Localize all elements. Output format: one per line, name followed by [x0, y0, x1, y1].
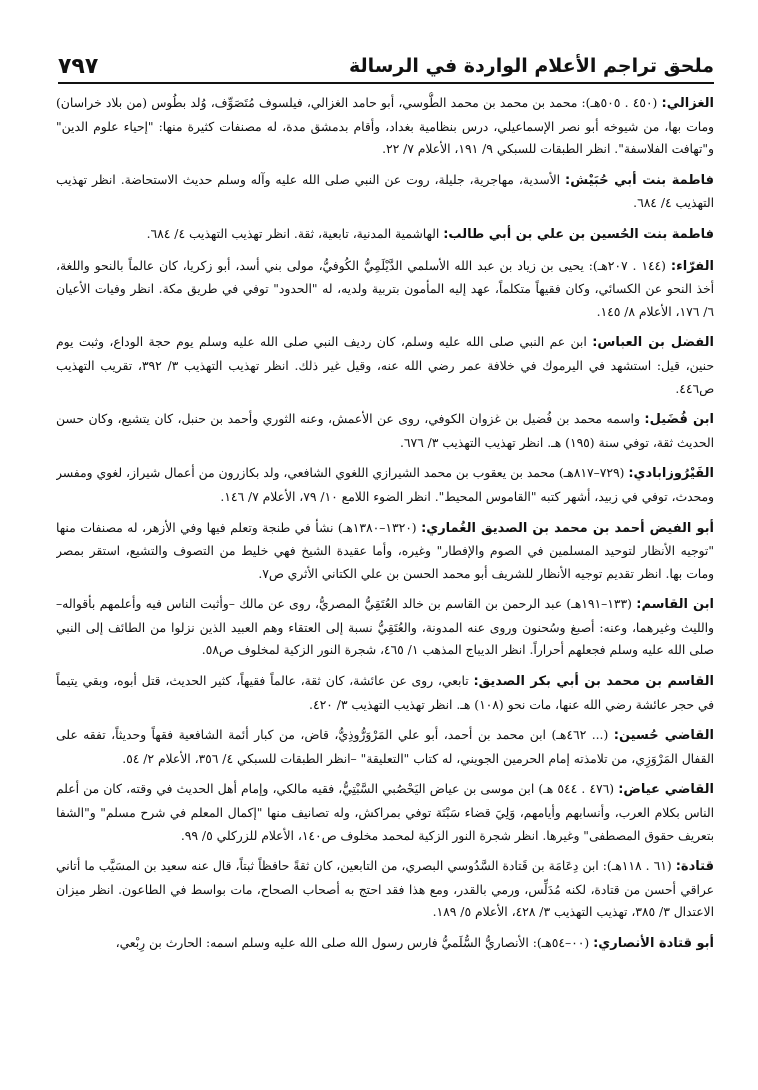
- running-header: [58, 50, 714, 84]
- entry-name: الفَيْرُوزابادي:: [628, 466, 714, 482]
- entry-name: فاطمة بنت الحُسين بن علي بن أبي طالب:: [443, 226, 714, 242]
- entry-name: أبو قتادة الأنصاري:: [593, 936, 714, 951]
- page-number: ٧٩٧: [58, 53, 99, 79]
- biography-entry-ibn-qasim: [56, 593, 714, 662]
- entry-text: (٤٧٦ . ٥٤٤ هـ) ابن موسى بن عياض اليَحْصُبي السَّبْتِيُّ، فقيه مالكي، وإمام أهل الحديث في وقته، كان من أعلم الناس بكلام العرب، وأنسابهم وأيامهم، وَلِيَ قضاء سَبْتَة توفي بمراكش، وله تصانيف منها "إكمال المعلم في شرح مسلم" و"الشفا بتعريف حقوق المصطفى" وغيرها. انظر شجرة النور الزكية لمحمد مخلوف ص١٤٠، الأعلام للزركلي ٥/ ٩٩.: [56, 782, 714, 843]
- entry-name: الفرّاء:: [670, 258, 714, 274]
- entry-text: (٦١ . ١١٨هـ): ابن دِعَامَة بن قَتادة السَّدُوسي البصري، من التابعين، كان ثقةً حافظاً ثبتاً، قال عنه سعيد بن المسَيَّب ما أتاني عراقي أحسن من قتادة، لكنه مُدَلِّس، ورمي بالقدر، ومع هذا فقد احتج به أصحاب الصحاح، مات بواسط في الطاعون. انظر ميزان الاعتدال ٣/ ٣٨٥، تهذيب التهذيب ٣/ ٤٢٨، الأعلام ٥/ ١٨٩.: [56, 859, 714, 920]
- biography-entry-farra: [56, 255, 714, 324]
- entry-name: ابن فُضَيل:: [644, 412, 714, 428]
- biography-entry-abu-qatada: [56, 932, 714, 956]
- biography-entry-ibn-fudayl: [56, 408, 714, 454]
- entry-text: (١٣٢٠–١٣٨٠هـ) نشأ في طنجة وتعلم فيها وفي الأزهر، له مصنفات منها "توجيه الأنظار لتوحيد المسلمين في الصوم والإفطار" وغيره، وأما عقيدة الشيخ فهي خليط من التصوف والتشيع، استقر بمصر ومات بها. انظر تقديم توجيه الأنظار للشريف أبو محمد الحسن بن علي الكتاني الأثري ص٧.: [56, 520, 714, 581]
- entry-text: واسمه محمد بن فُضيل بن غزوان الكوفي، روى عن الأعمش، وعنه الثوري وأحمد بن حنبل، كان يتشيع، وكان حسن الحديث ثقة، توفي سنة (١٩٥) هـ. انظر تهذيب التهذيب ٣/ ٦٧٦.: [56, 412, 714, 450]
- entry-text: الهاشمية المدنية، تابعية، ثقة. انظر تهذيب التهذيب ٤/ ٦٨٤.: [146, 226, 444, 241]
- entry-name: القاضي حُسين:: [613, 728, 714, 744]
- biography-entry-ghazali: [56, 92, 714, 161]
- entry-name: أبو الفيض أحمد بن محمد بن الصديق الغُماري:: [421, 520, 714, 536]
- header-title: ملحق تراجم الأعلام الواردة في الرسالة: [348, 55, 714, 77]
- biography-entry-fatima-husayn: [56, 223, 714, 247]
- biography-entry-qadi-husayn: [56, 724, 714, 770]
- entry-text: (٤٥٠ . ٥٠٥هـ): محمد بن محمد بن محمد الطُّوسي، أبو حامد الغزالي، فيلسوف مُتَصَوِّف، وُلد بطُوس (من بلاد خراسان) ومات بها، من شيوخه أبو نصر الإسماعيلي، درس بنظامية بغداد، وأقام بدمشق مدة، له مصنفات كثيرة منها: "إحياء علوم الدين" و"تهافت الفلاسفة". انظر الطبقات للسبكي ٩/ ١٩١، الأعلام ٧/ ٢٢.: [56, 96, 714, 157]
- biography-list: [56, 92, 714, 1082]
- biography-entry-qadi-iyad: [56, 778, 714, 847]
- biography-entry-fadl-abbas: [56, 331, 714, 400]
- biography-entry-qasim-muhammad: [56, 670, 714, 716]
- entry-name: الفضل بن العباس:: [592, 335, 714, 351]
- biography-entry-fayruzabadi: [56, 462, 714, 508]
- entry-name: القاسم بن محمد بن أبي بكر الصديق:: [473, 674, 714, 690]
- entry-name: القاضي عياض:: [618, 782, 714, 798]
- biography-entry-fatima-hubaysh: [56, 169, 714, 215]
- entry-name: الغزالي:: [661, 96, 714, 111]
- entry-text: (٧٢٩–٨١٧هـ) محمد بن يعقوب بن محمد الشيرازي اللغوي الشافعي، ولد بكازرون من أعمال شيراز، لغوي ومفسر ومحدث، توفي في زبيد، أشهر كتبه "القاموس المحيط". انظر الضوء اللامع ١٠/ ٧٩، الأعلام ٧/ ١٤٦.: [56, 466, 714, 504]
- entry-name: فاطمة بنت أبي حُبَيْش:: [565, 172, 714, 188]
- entry-name: قتادة:: [675, 859, 714, 875]
- entry-text: ابن عم النبي صلى الله عليه وسلم، كان رديف النبي صلى الله عليه وسلم يوم حجة الوداع، وثبت يوم حنين، قيل: استشهد في اليرموك في خلافة عمر رضي الله عنه، وقيل غير ذلك. انظر تهذيب التهذيب ٣/ ٣٩٢، تقريب التهذيب ص٤٤٦.: [56, 335, 714, 396]
- biography-entry-qatada: [56, 855, 714, 924]
- entry-text: (١٤٤ . ٢٠٧هـ): يحيى بن زياد بن عبد الله الأسلمي الدَّيْلَمِيُّ الكُوفيُّ، مولى بني أسد، أبو زكريا، كان عالماً بالنحو واللغة، أخذ النحو عن الكسائي، وكان فقيهاً متكلماً، عهد إليه المأمون بتربية ولديه، له "الحدود" توفي في طريق مكة. انظر وفيات الأعيان ٦/ ١٧٦، الأعلام ٨/ ١٤٥.: [56, 258, 714, 319]
- entry-text: تابعي، روى عن عائشة، كان ثقة، عالماً فقيهاً، كثير الحديث، قتل أبوه، وبقي يتيماً في حجر عائشة رضي الله عنها، مات نحو (١٠٨) هـ. انظر تهذيب التهذيب ٣/ ٤٢٠.: [56, 674, 714, 712]
- entry-text: الأسدية، مهاجرية، جليلة، روت عن النبي صلى الله عليه وآله وسلم حديث الاستحاضة. انظر تهذيب التهذيب ٤/ ٦٨٤.: [56, 172, 714, 211]
- entry-text: (٠٠–٥٤هـ): الأنصاريُّ السُّلَميُّ فارس رسول الله صلى الله عليه وسلم اسمه: الحارث بن رِبْعي،: [115, 936, 594, 950]
- entry-name: ابن القاسم:: [636, 597, 714, 613]
- entry-text: (١٣٣–١٩١هـ) عبد الرحمن بن القاسم بن خالد العُتَقِيُّ المصريُّ، روى عن مالك –وأثبت الناس فيه وأعلمهم بأقواله– والليث وغيرهما، وعنه: أصبغ وسُحنون وروى عنه المدونة، والعُتَقِيُّ نسبة إلى العتقاء وهم العبيد الذين نزلوا من الطائف إلى النبي صلى الله عليه وسلم فجعلهم أحراراً. انظر الديباج المذهب ١/ ٤٦٥، شجرة النور الزكية لمخلوف ص٥٨.: [56, 597, 714, 658]
- biography-entry-ghumari: [56, 517, 714, 586]
- entry-text: (... ٤٦٢هـ) ابن محمد بن أحمد، أبو علي المَرْوَرُّوذِيُّ، قاض، من كبار أئمة الشافعية فقهاً وحديثاً، تفقه على القفال المَرْوَزِي، من تلامذته إمام الحرمين الجويني، له كتاب "التعليقة" –انظر الطبقات للسبكي ٤/ ٣٥٦، الأعلام ٢/ ٥٤.: [56, 728, 714, 766]
